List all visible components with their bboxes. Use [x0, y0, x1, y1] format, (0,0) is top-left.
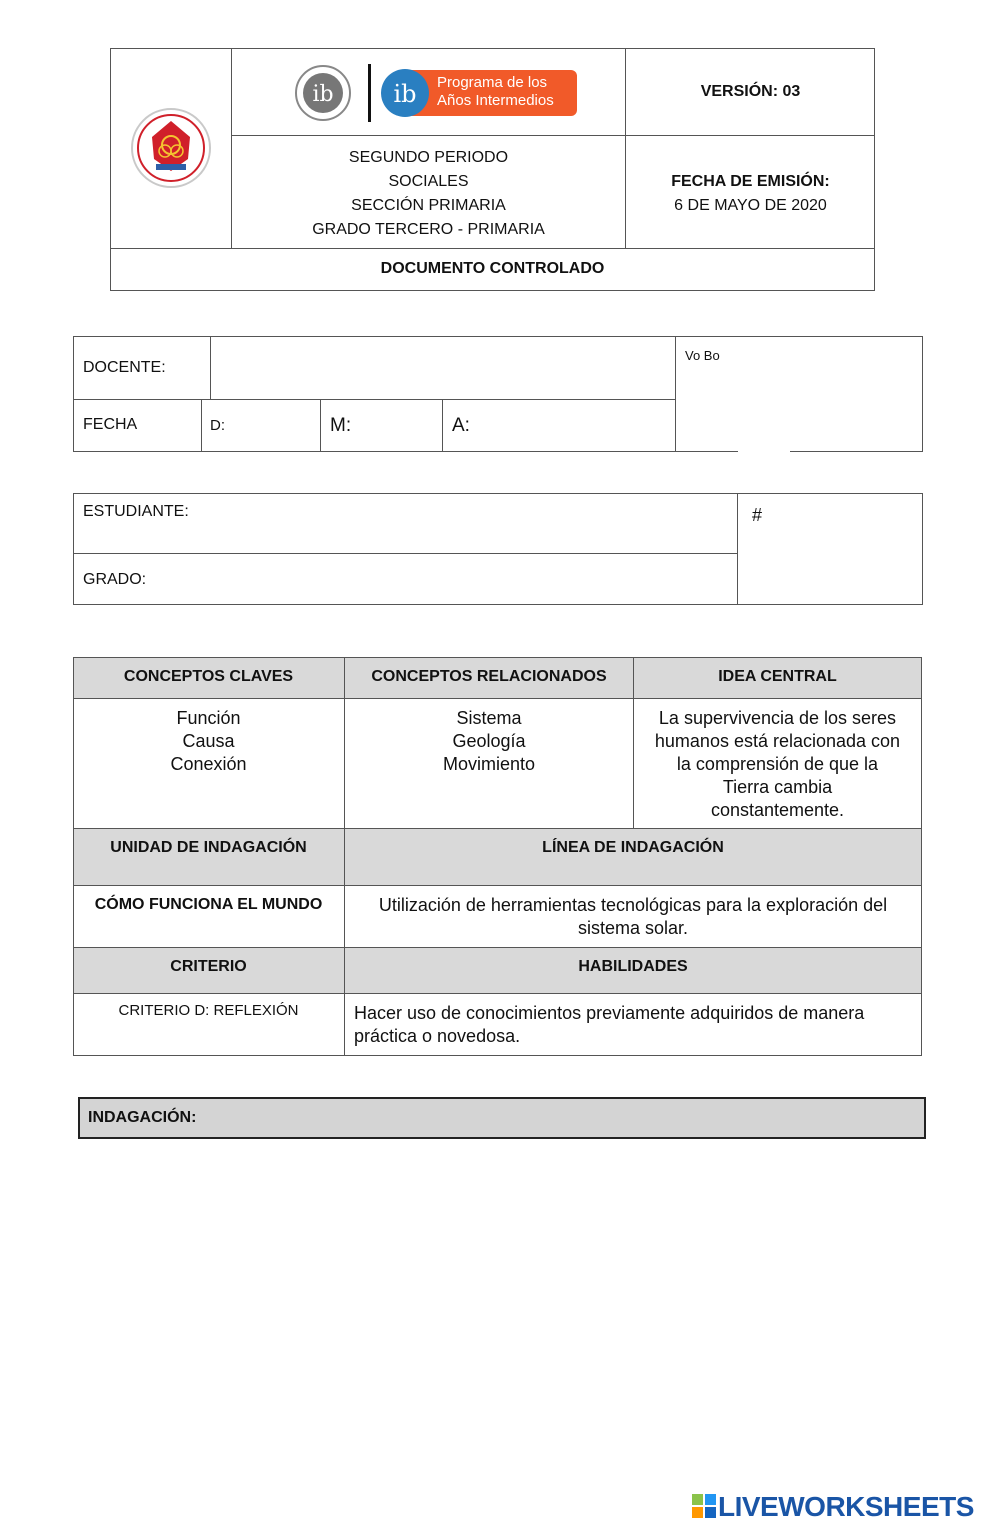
day-field[interactable] [230, 402, 316, 448]
svg-text:ib: ib [393, 80, 417, 108]
vobo-label: Vo Bo [685, 348, 720, 363]
version-label: VERSIÓN: 03 [700, 83, 801, 100]
teacher-border [922, 336, 923, 452]
table-divider [73, 993, 922, 994]
table-divider [73, 828, 922, 829]
inquiry-label: INDAGACIÓN: [88, 1109, 197, 1126]
ib-program-text: Programa de los Años Intermedios [437, 74, 554, 109]
estudiante-label: ESTUDIANTE: [83, 503, 189, 520]
day-label: D: [210, 417, 225, 434]
year-label: A: [452, 415, 470, 436]
number-field[interactable] [740, 530, 920, 602]
teacher-border [442, 399, 443, 452]
student-divider [737, 493, 738, 605]
year-field[interactable] [474, 402, 672, 448]
line-header: LÍNEA DE INDAGACIÓN [542, 839, 724, 856]
fecha-label: FECHA [83, 416, 138, 433]
emission-info [626, 170, 875, 218]
table-divider [73, 947, 922, 948]
teacher-border [73, 336, 923, 337]
header-central-idea: IDEA CENTRAL [718, 668, 837, 685]
docente-field[interactable] [212, 338, 674, 398]
skills-value: Hacer uso de conocimientos previamente adquiridos de manera práctica o novedosa. [354, 1003, 865, 1046]
unit-value: CÓMO FUNCIONA EL MUNDO [94, 896, 323, 913]
key-concepts-list: Función Causa Conexión [170, 708, 247, 774]
criterion-header: CRITERIO [170, 958, 247, 975]
number-label: # [752, 505, 763, 525]
month-label: M: [330, 415, 352, 436]
central-idea-text: La supervivencia de los seres humanos está relacionada con la comprensión de que la Tierra cambia constantemente. [654, 708, 901, 820]
header-divider [231, 135, 875, 136]
emission-label: FECHA DE EMISIÓN: [671, 173, 830, 190]
grado-field[interactable] [160, 556, 734, 602]
teacher-border [73, 399, 676, 400]
teacher-border [675, 336, 676, 452]
table-divider [73, 885, 922, 886]
teacher-border [320, 399, 321, 452]
teacher-border [790, 451, 923, 452]
unit-header: UNIDAD DE INDAGACIÓN [110, 839, 307, 856]
inquiry-bar [78, 1097, 926, 1139]
teacher-border [73, 451, 738, 452]
criterion-value: CRITERIO D: REFLEXIÓN [118, 1002, 299, 1019]
teacher-border [73, 336, 74, 452]
student-divider [73, 553, 738, 554]
svg-text:ib: ib [312, 82, 334, 107]
controlled-doc-label: DOCUMENTO CONTROLADO [380, 260, 605, 277]
header-related-concepts: CONCEPTOS RELACIONADOS [371, 668, 607, 685]
docente-label: DOCENTE: [83, 359, 166, 376]
header-divider [625, 48, 626, 249]
school-crest-icon [130, 107, 212, 189]
estudiante-field[interactable] [190, 496, 734, 551]
header-divider [110, 248, 875, 249]
related-concepts-list: Sistema Geología Movimiento [442, 708, 536, 774]
emission-date: 6 DE MAYO DE 2020 [674, 197, 827, 214]
line-value: Utilización de herramientas tecnológicas para la exploración del sistema solar. [378, 895, 888, 938]
table-divider [73, 698, 922, 699]
grado-label: GRADO: [83, 571, 147, 588]
teacher-border [210, 336, 211, 399]
skills-header: HABILIDADES [578, 958, 688, 975]
vobo-field[interactable] [677, 368, 921, 448]
teacher-border [201, 399, 202, 452]
period-info: SEGUNDO PERIODO SOCIALES SECCIÓN PRIMARIA GRADO TERCERO - PRIMARIA [312, 149, 545, 238]
liveworksheets-brand[interactable]: LIVEWORKSHEETS [718, 1491, 974, 1522]
header-key-concepts: CONCEPTOS CLAVES [123, 668, 294, 685]
liveworksheets-logo-icon [692, 1494, 716, 1518]
month-field[interactable] [354, 402, 438, 448]
